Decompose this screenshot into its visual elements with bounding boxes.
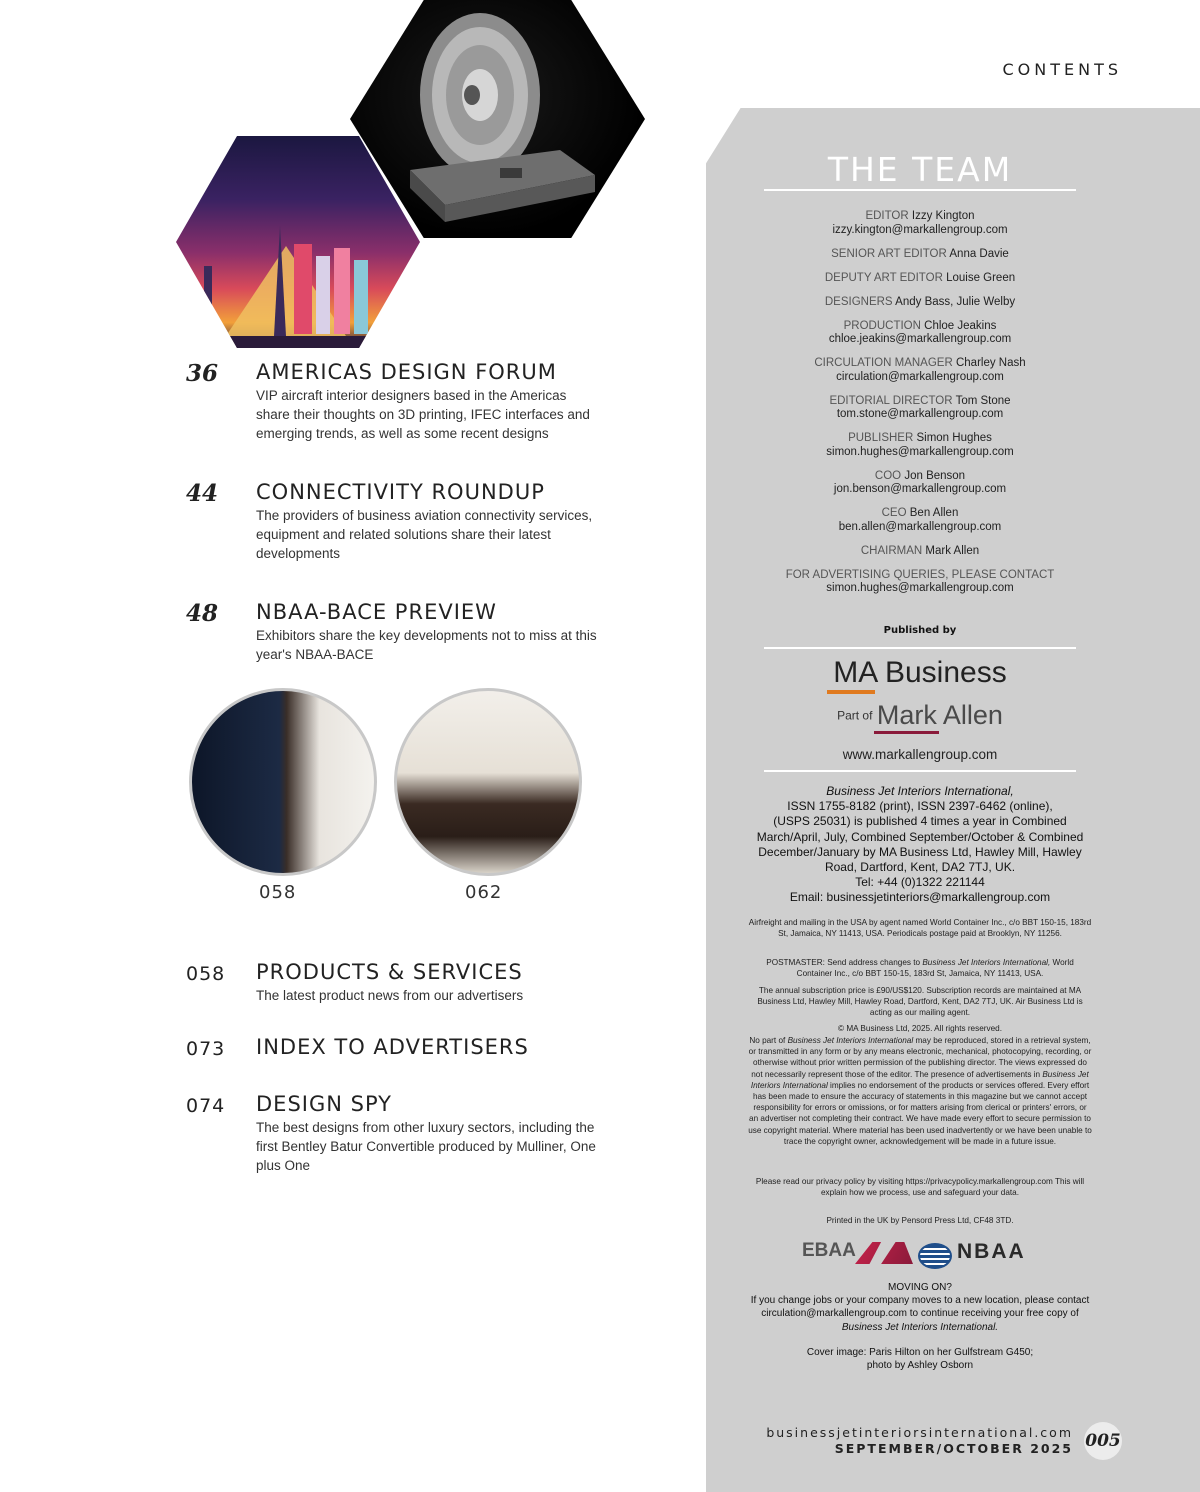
staff-name: Anna Davie	[949, 247, 1009, 260]
mark-allen-brand: Mark Allen	[876, 700, 1003, 730]
staff-entry	[764, 248, 1076, 262]
team-title: THE TEAM	[827, 150, 1013, 189]
staff-role: PRODUCTION	[843, 319, 921, 332]
toc-description: The providers of business aviation connectivity services, equipment and related solutions share their latest developments	[256, 508, 593, 561]
pubinfo-line: March/April, July, Combined September/October & Combined	[756, 829, 1084, 844]
staff-email-link[interactable]: ben.allen@markallengroup.com	[838, 520, 1002, 533]
toc-item-americas-design-forum[interactable]	[186, 360, 606, 450]
cover-credit-line: Cover image: Paris Hilton on her Gulfstream G450;	[806, 1347, 1034, 1358]
part-of-label: Part of	[837, 708, 873, 723]
page-number-badge: 005	[1084, 1422, 1122, 1460]
staff-role: SENIOR ART EDITOR	[831, 247, 947, 260]
staff-name: Jon Benson	[904, 469, 966, 482]
published-by-label: Published by	[883, 625, 957, 636]
toc-page-number: 074	[186, 1095, 226, 1117]
staff-name: Simon Hughes	[916, 432, 992, 444]
pubinfo-line: December/January by MA Business Ltd, Hawley Mill, Hawley	[758, 844, 1082, 859]
staff-email-link[interactable]: simon.hughes@markallengroup.com	[826, 445, 1014, 458]
staff-role: PUBLISHER	[848, 432, 914, 444]
copyright-notice: © MA Business Ltd, 2025. All rights reserved.	[838, 1024, 1002, 1033]
airfreight-notice: Airfreight and mailing in the USA by agent named World Container Inc., c/o BBT 150-15, 183rd St, Jamaica, NY 11413, USA. Periodicals postage paid at Brooklyn, NY 11256.	[748, 918, 1092, 939]
staff-name: Tom Stone	[955, 394, 1011, 407]
staff-entry	[764, 507, 1076, 534]
toc-item-nbaa-bace-preview[interactable]	[186, 600, 606, 670]
staff-role: COO	[874, 469, 902, 482]
nbaa-logo: NBAA	[957, 1240, 1026, 1263]
mark-allen-logo-underline	[874, 731, 939, 734]
ma-business-logo: MA Business	[833, 656, 1007, 689]
rights-notice: No part of Business Jet Interiors International may be reproduced, stored in a retrieval system, or transmitted in any form or by any means electronic, mechanical, photocopying, recording, or otherwise without prior written permission of the publishing director. The views expressed do not necessarily represent those of the editor. The presence of advertisements in Business Jet Interiors International implies no endorsement of the products or services offered. Every effort has been made to ensure the accuracy of statements in this magazine but we cannot accept responsibility for errors or omissions, or for matters arising from clerical or printers' errors, or an advertiser not completing their contract. We have made every effort to secure permission to use copyright material. Where material has been used inadvertently or we have been unable to trace the copyright owner, acknowledgement will be made in a future issue.	[748, 1036, 1092, 1146]
mark-allen-logo	[764, 700, 1076, 731]
staff-entry	[764, 470, 1076, 497]
subscription-notice: The annual subscription price is £90/US$120. Subscription records are maintained at MA Business Ltd, Hawley Mill, Hawley Road, Dartford, Kent, DA2 7TJ, UK. Air Business Ltd is acting as our mailing agent.	[757, 986, 1083, 1018]
section-label: CONTENTS	[1002, 60, 1122, 79]
moving-on-text: If you change jobs or your company moves to a new location, please contact circulation@markallengroup.com to continue receiving your free copy of Business Jet Interiors International.	[750, 1295, 1090, 1333]
staff-entry	[764, 296, 1076, 310]
staff-role: DEPUTY ART EDITOR	[824, 271, 943, 284]
toc-item-design-spy[interactable]	[186, 1092, 606, 1182]
pubinfo-line: ISSN 1755-8182 (print), ISSN 2397-6462 (online),	[787, 799, 1053, 814]
divider	[764, 189, 1076, 191]
cover-credit	[746, 1346, 1094, 1372]
toc-title: INDEX TO ADVERTISERS	[256, 1035, 529, 1059]
staff-name: Andy Bass, Julie Welby	[895, 295, 1016, 308]
toc-description: VIP aircraft interior designers based in the Americas share their thoughts on 3D printing, IFEC interfaces and emerging trends, as well as some recent designs	[256, 388, 590, 441]
staff-entry	[764, 395, 1076, 422]
toc-item-index-to-advertisers[interactable]	[186, 1035, 606, 1065]
cover-credit-line: photo by Ashley Osborn	[866, 1360, 974, 1372]
staff-email-link[interactable]: jon.benson@markallengroup.com	[833, 483, 1007, 495]
toc-page-number: 36	[186, 360, 219, 387]
toc-item-connectivity-roundup[interactable]	[186, 480, 606, 570]
staff-email-link[interactable]: tom.stone@markallengroup.com	[836, 408, 1004, 420]
pubinfo-line: Road, Dartford, Kent, DA2 7TJ, UK.	[824, 860, 1016, 875]
staff-name: Louise Green	[946, 271, 1016, 284]
toc-description: Exhibitors share the key developments not to miss at this year's NBAA-BACE	[256, 628, 597, 662]
staff-list	[764, 210, 1076, 606]
privacy-notice: Please read our privacy policy by visiting https://privacypolicy.markallengroup.com This will explain how we process, use and safeguard your data.	[755, 1177, 1085, 1198]
moving-on-notice	[746, 1281, 1094, 1334]
staff-entry	[764, 432, 1076, 459]
toc-title: CONNECTIVITY ROUNDUP	[256, 480, 545, 504]
staff-entry	[764, 545, 1076, 559]
divider	[764, 647, 1076, 649]
staff-entry	[764, 272, 1076, 286]
publisher-website-link[interactable]: www.markallengroup.com	[842, 747, 998, 762]
printer-notice: Printed in the UK by Pensord Press Ltd, CF48 3TD.	[826, 1216, 1014, 1225]
toc-page-number: 058	[186, 963, 226, 985]
toc-title: NBAA-BACE PREVIEW	[256, 600, 497, 624]
pubinfo-email[interactable]: Email: businessjetinteriors@markallengroup.com	[789, 890, 1051, 905]
staff-entry	[764, 357, 1076, 384]
ebaa-logo: EBAA	[802, 1240, 856, 1261]
nbaa-globe-icon	[918, 1243, 952, 1269]
staff-role: EDITOR	[865, 210, 909, 222]
staff-email-link[interactable]: chloe.jeakins@markallengroup.com	[828, 333, 1012, 345]
staff-entry	[764, 320, 1076, 347]
staff-role: CIRCULATION MANAGER	[814, 357, 953, 369]
publication-info	[746, 784, 1094, 906]
toc-page-number: 48	[186, 600, 219, 627]
toc-title: AMERICAS DESIGN FORUM	[256, 360, 557, 384]
staff-name: Mark Allen	[925, 544, 980, 557]
staff-email-link[interactable]: circulation@markallengroup.com	[836, 370, 1004, 383]
toc-description: The latest product news from our advertisers	[256, 988, 524, 1003]
staff-role: FOR ADVERTISING QUERIES, PLEASE CONTACT	[785, 568, 1055, 581]
staff-name: Izzy Kington	[911, 210, 975, 222]
staff-role: DESIGNERS	[824, 295, 893, 308]
staff-name: Ben Allen	[909, 507, 959, 519]
toc-page-number: 44	[186, 480, 219, 507]
pubinfo-line: (USPS 25031) is published 4 times a year in Combined	[773, 814, 1067, 829]
toc-page-number: 073	[186, 1038, 226, 1060]
toc-item-products-services[interactable]	[186, 960, 606, 1010]
staff-role: CEO	[881, 507, 907, 519]
staff-name: Charley Nash	[955, 357, 1026, 369]
circle-page-label: 062	[465, 882, 503, 903]
pubinfo-phone: Tel: +44 (0)1322 221144	[855, 875, 985, 890]
ma-business-logo-underline	[827, 690, 875, 694]
circle-page-label: 058	[259, 882, 297, 903]
staff-role: EDITORIAL DIRECTOR	[829, 394, 953, 407]
staff-email-link[interactable]: izzy.kington@markallengroup.com	[832, 223, 1008, 236]
footer-issue-date: SEPTEMBER/OCTOBER 2025	[834, 1441, 1073, 1456]
staff-email-link[interactable]: simon.hughes@markallengroup.com	[826, 582, 1014, 594]
cabin-image-light	[394, 688, 582, 876]
staff-name: Chloe Jeakins	[924, 319, 997, 332]
cabin-image-dark	[189, 688, 377, 876]
toc-title: DESIGN SPY	[256, 1092, 392, 1116]
staff-entry	[764, 210, 1076, 237]
postmaster-notice: POSTMASTER: Send address changes to Business Jet Interiors International, World Container Inc., c/o BBT 150-15, 183rd St, Jamaica, NY 11413, USA.	[766, 958, 1074, 979]
moving-on-heading: MOVING ON?	[888, 1282, 952, 1293]
toc-description: The best designs from other luxury sectors, including the first Bentley Batur Convertible produced by Mulliner, One plus One	[256, 1120, 596, 1173]
staff-entry	[764, 569, 1076, 596]
staff-role: CHAIRMAN	[860, 544, 923, 557]
toc-title: PRODUCTS & SERVICES	[256, 960, 523, 984]
divider	[764, 770, 1076, 772]
magazine-name: Business Jet Interiors International,	[826, 784, 1014, 798]
footer-website[interactable]: businessjetinteriorsinternational.com	[766, 1425, 1073, 1440]
